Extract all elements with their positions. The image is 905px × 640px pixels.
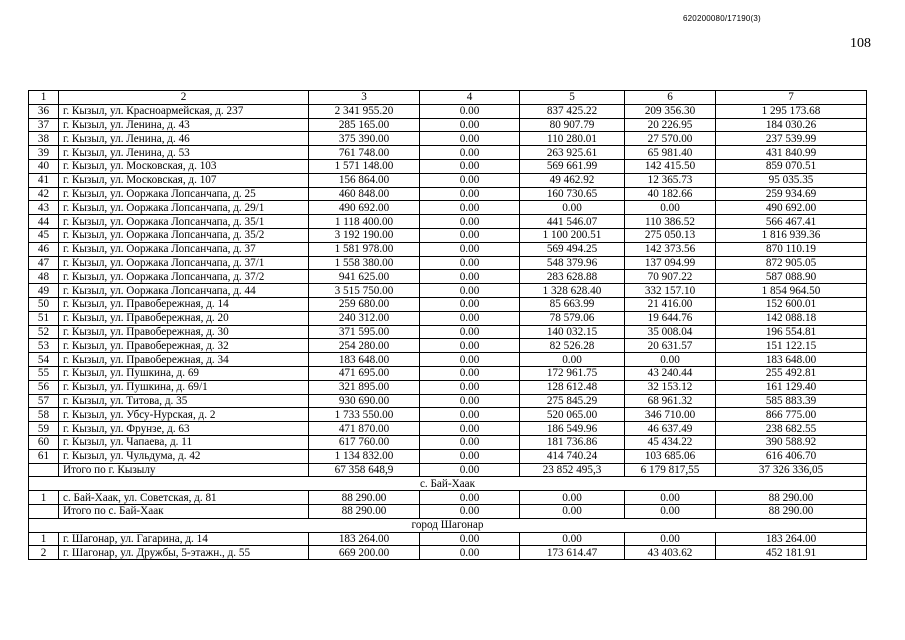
table-cell: г. Кызыл, ул. Красноармейская, д. 237 <box>59 104 309 118</box>
table-cell: 0.00 <box>420 463 520 477</box>
table-cell: 110 386.52 <box>625 215 716 229</box>
table-cell: 35 008.04 <box>625 325 716 339</box>
table-cell: г. Кызыл, ул. Ленина, д. 46 <box>59 132 309 146</box>
table-cell: 548 379.96 <box>520 256 625 270</box>
table-row <box>29 422 867 436</box>
table-cell: Итого по с. Бай-Хаак <box>59 504 309 518</box>
table-cell: 872 905.05 <box>716 256 867 270</box>
table-cell: 50 <box>29 297 59 311</box>
table-cell: 2 <box>29 546 59 560</box>
table-cell: 0.00 <box>420 504 520 518</box>
table-row <box>29 366 867 380</box>
table-cell: 0.00 <box>420 339 520 353</box>
table-cell: 566 467.41 <box>716 215 867 229</box>
header-cell: 4 <box>420 91 520 105</box>
table-cell: 140 032.15 <box>520 325 625 339</box>
table-cell: 37 326 336,05 <box>716 463 867 477</box>
table-cell: 0.00 <box>420 297 520 311</box>
table-cell: 183 264.00 <box>716 532 867 546</box>
table-cell: 46 <box>29 242 59 256</box>
table-cell: 1 581 978.00 <box>309 242 420 256</box>
table-cell: 1 295 173.68 <box>716 104 867 118</box>
table-cell: 332 157.10 <box>625 284 716 298</box>
table-row <box>29 215 867 229</box>
table-cell: 0.00 <box>520 504 625 518</box>
table-cell: 237 539.99 <box>716 132 867 146</box>
table-cell: 183 648.00 <box>716 353 867 367</box>
table-cell: 152 600.01 <box>716 297 867 311</box>
table-cell: г. Кызыл, ул. Правобережная, д. 32 <box>59 339 309 353</box>
table-cell: 88 290.00 <box>309 504 420 518</box>
table-row <box>29 104 867 118</box>
table-cell: 930 690.00 <box>309 394 420 408</box>
table-cell: 0.00 <box>420 118 520 132</box>
table-cell: 587 088.90 <box>716 270 867 284</box>
table-cell: 0.00 <box>420 242 520 256</box>
table-cell: 0.00 <box>420 325 520 339</box>
table-row <box>29 435 867 449</box>
table-cell: 0.00 <box>420 435 520 449</box>
table-cell: 617 760.00 <box>309 435 420 449</box>
table-row <box>29 353 867 367</box>
table-cell: 0.00 <box>625 491 716 505</box>
table-cell: 1 <box>29 532 59 546</box>
table-cell: 371 595.00 <box>309 325 420 339</box>
table-cell: 6 179 817,55 <box>625 463 716 477</box>
table-cell: 184 030.26 <box>716 118 867 132</box>
table-cell: 0.00 <box>420 132 520 146</box>
table-cell: 1 118 400.00 <box>309 215 420 229</box>
table-cell: 0.00 <box>420 408 520 422</box>
table-cell: 12 365.73 <box>625 173 716 187</box>
document-id: 620200080/17190(3) <box>683 14 761 23</box>
table-cell: 259 680.00 <box>309 297 420 311</box>
table-cell: г. Шагонар, ул. Дружбы, 5-этажн., д. 55 <box>59 546 309 560</box>
table-cell: 0.00 <box>420 146 520 160</box>
table-row <box>29 504 867 518</box>
table-cell: г. Кызыл, ул. Ооржака Лопсанчапа, д. 35/1 <box>59 215 309 229</box>
table-cell: 36 <box>29 104 59 118</box>
table-cell: 471 870.00 <box>309 422 420 436</box>
table-cell: г. Кызыл, ул. Ооржака Лопсанчапа, д. 37 <box>59 242 309 256</box>
table-cell: 431 840.99 <box>716 146 867 160</box>
table-cell: 0.00 <box>420 228 520 242</box>
table-cell: 1 558 380.00 <box>309 256 420 270</box>
table-row <box>29 201 867 215</box>
table-cell: 1 571 148.00 <box>309 159 420 173</box>
table-cell: 43 403.62 <box>625 546 716 560</box>
table-cell: 0.00 <box>420 173 520 187</box>
table-cell: 0.00 <box>625 201 716 215</box>
table-cell: 490 692.00 <box>309 201 420 215</box>
table-cell: 0.00 <box>420 215 520 229</box>
section-heading-row <box>29 518 867 532</box>
table-cell: 941 625.00 <box>309 270 420 284</box>
table-cell: 19 644.76 <box>625 311 716 325</box>
table-cell: 20 631.57 <box>625 339 716 353</box>
table-cell: 21 416.00 <box>625 297 716 311</box>
table-cell: 183 648.00 <box>309 353 420 367</box>
table-cell: 51 <box>29 311 59 325</box>
table-cell: 32 153.12 <box>625 380 716 394</box>
table-cell: 0.00 <box>420 284 520 298</box>
table-cell: 2 341 955.20 <box>309 104 420 118</box>
table-cell: 520 065.00 <box>520 408 625 422</box>
table-cell: г. Кызыл, ул. Ооржака Лопсанчапа, д. 29/1 <box>59 201 309 215</box>
table-cell: 0.00 <box>420 187 520 201</box>
table-cell: 181 736.86 <box>520 435 625 449</box>
table-row <box>29 256 867 270</box>
table-cell: 45 434.22 <box>625 435 716 449</box>
table-cell: 20 226.95 <box>625 118 716 132</box>
data-table <box>28 90 867 560</box>
table-cell: 209 356.30 <box>625 104 716 118</box>
table-cell: 669 200.00 <box>309 546 420 560</box>
table-cell: 43 <box>29 201 59 215</box>
table-cell: 186 549.96 <box>520 422 625 436</box>
table-cell: г. Кызыл, ул. Ооржака Лопсанчапа, д. 25 <box>59 187 309 201</box>
table-cell: 172 961.75 <box>520 366 625 380</box>
table-row <box>29 380 867 394</box>
table-cell: 68 961.32 <box>625 394 716 408</box>
table-cell: 0.00 <box>420 366 520 380</box>
table-cell: 0.00 <box>520 532 625 546</box>
table-cell: 142 088.18 <box>716 311 867 325</box>
table-cell: 3 515 750.00 <box>309 284 420 298</box>
table-cell: 1 854 964.50 <box>716 284 867 298</box>
table-cell <box>29 504 59 518</box>
table-cell: 88 290.00 <box>716 491 867 505</box>
table-cell: 65 981.40 <box>625 146 716 160</box>
table-cell: 196 554.81 <box>716 325 867 339</box>
table-cell: 49 <box>29 284 59 298</box>
table-cell: 37 <box>29 118 59 132</box>
table-cell: 254 280.00 <box>309 339 420 353</box>
table-cell: 490 692.00 <box>716 201 867 215</box>
table-cell: 88 290.00 <box>309 491 420 505</box>
table-row <box>29 491 867 505</box>
table-cell: 142 415.50 <box>625 159 716 173</box>
table-row <box>29 532 867 546</box>
table-cell: 0.00 <box>420 256 520 270</box>
table-body <box>29 104 867 559</box>
table-cell: г. Кызыл, ул. Ооржака Лопсанчапа, д. 37/2 <box>59 270 309 284</box>
table-cell: г. Кызыл, ул. Чульдума, д. 42 <box>59 449 309 463</box>
table-cell: 390 588.92 <box>716 435 867 449</box>
table-cell: 45 <box>29 228 59 242</box>
table-row <box>29 159 867 173</box>
table-cell: 39 <box>29 146 59 160</box>
table-cell: г. Кызыл, ул. Ленина, д. 53 <box>59 146 309 160</box>
table-cell: г. Кызыл, ул. Фрунзе, д. 63 <box>59 422 309 436</box>
table-cell: 183 264.00 <box>309 532 420 546</box>
table-cell: 0.00 <box>420 201 520 215</box>
table-cell: 67 358 648,9 <box>309 463 420 477</box>
table-row <box>29 173 867 187</box>
table-cell: 151 122.15 <box>716 339 867 353</box>
table-cell: 859 070.51 <box>716 159 867 173</box>
table-cell: 0.00 <box>625 504 716 518</box>
table-cell: 866 775.00 <box>716 408 867 422</box>
table-cell: 0.00 <box>420 394 520 408</box>
table-cell: г. Кызыл, ул. Правобережная, д. 30 <box>59 325 309 339</box>
table-cell: 0.00 <box>420 159 520 173</box>
table-cell: г. Кызыл, ул. Пушкина, д. 69 <box>59 366 309 380</box>
table-cell: 275 845.29 <box>520 394 625 408</box>
table-cell: г. Кызыл, ул. Убсу-Нурская, д. 2 <box>59 408 309 422</box>
table-cell: г. Кызыл, ул. Правобережная, д. 34 <box>59 353 309 367</box>
table-row <box>29 408 867 422</box>
table-cell: 44 <box>29 215 59 229</box>
table-cell: 46 637.49 <box>625 422 716 436</box>
table-row <box>29 463 867 477</box>
table-cell: 173 614.47 <box>520 546 625 560</box>
header-cell: 2 <box>59 91 309 105</box>
table-cell: 0.00 <box>520 491 625 505</box>
table-cell: 48 <box>29 270 59 284</box>
table-cell: г. Кызыл, ул. Ооржака Лопсанчапа, д. 44 <box>59 284 309 298</box>
table-cell: г. Шагонар, ул. Гагарина, д. 14 <box>59 532 309 546</box>
table-cell: 0.00 <box>420 532 520 546</box>
table-cell: 452 181.91 <box>716 546 867 560</box>
table-row <box>29 242 867 256</box>
table-cell: г. Кызыл, ул. Правобережная, д. 20 <box>59 311 309 325</box>
table-cell: 460 848.00 <box>309 187 420 201</box>
table-cell: г. Кызыл, ул. Чапаева, д. 11 <box>59 435 309 449</box>
table-row <box>29 284 867 298</box>
table-cell: 585 883.39 <box>716 394 867 408</box>
table-cell: 78 579.06 <box>520 311 625 325</box>
header-cell: 5 <box>520 91 625 105</box>
table-cell: 569 494.25 <box>520 242 625 256</box>
table-cell: 128 612.48 <box>520 380 625 394</box>
table-row <box>29 228 867 242</box>
table-cell: г. Кызыл, ул. Ооржака Лопсанчапа, д. 35/2 <box>59 228 309 242</box>
table-cell: г. Кызыл, ул. Пушкина, д. 69/1 <box>59 380 309 394</box>
table-cell: 0.00 <box>420 546 520 560</box>
table-cell: 47 <box>29 256 59 270</box>
section-heading-row <box>29 477 867 491</box>
table-row <box>29 132 867 146</box>
table-cell: г. Кызыл, ул. Ленина, д. 43 <box>59 118 309 132</box>
header-cell: 1 <box>29 91 59 105</box>
table-cell: 137 094.99 <box>625 256 716 270</box>
table-cell: 60 <box>29 435 59 449</box>
table-cell: 0.00 <box>520 201 625 215</box>
table-cell: 283 628.88 <box>520 270 625 284</box>
table-cell: г. Кызыл, ул. Правобережная, д. 14 <box>59 297 309 311</box>
section-heading: город Шагонар <box>29 518 867 532</box>
table-cell <box>29 463 59 477</box>
table-cell: 569 661.99 <box>520 159 625 173</box>
table-cell: 1 816 939.36 <box>716 228 867 242</box>
table-cell: 88 290.00 <box>716 504 867 518</box>
section-heading: с. Бай-Хаак <box>29 477 867 491</box>
table-row <box>29 311 867 325</box>
table-row <box>29 325 867 339</box>
table-cell: 41 <box>29 173 59 187</box>
table-cell: 471 695.00 <box>309 366 420 380</box>
table-cell: г. Кызыл, ул. Московская, д. 107 <box>59 173 309 187</box>
table-cell: 40 182.66 <box>625 187 716 201</box>
table-cell: 42 <box>29 187 59 201</box>
table-cell: 40 <box>29 159 59 173</box>
table-cell: 321 895.00 <box>309 380 420 394</box>
header-cell: 6 <box>625 91 716 105</box>
table-cell: 142 373.56 <box>625 242 716 256</box>
table-cell: 240 312.00 <box>309 311 420 325</box>
table-cell: 1 328 628.40 <box>520 284 625 298</box>
table-header-row <box>29 91 867 105</box>
table-cell: 85 663.99 <box>520 297 625 311</box>
table-cell: 23 852 495,3 <box>520 463 625 477</box>
table-cell: 837 425.22 <box>520 104 625 118</box>
table-row <box>29 339 867 353</box>
table-cell: 160 730.65 <box>520 187 625 201</box>
table-cell: 616 406.70 <box>716 449 867 463</box>
table-cell: 263 925.61 <box>520 146 625 160</box>
table-cell: с. Бай-Хаак, ул. Советская, д. 81 <box>59 491 309 505</box>
table-cell: 0.00 <box>625 353 716 367</box>
table-cell: 82 526.28 <box>520 339 625 353</box>
table-row <box>29 394 867 408</box>
table-cell: 375 390.00 <box>309 132 420 146</box>
table-row <box>29 546 867 560</box>
table-cell: 0.00 <box>420 104 520 118</box>
table-cell: 0.00 <box>420 353 520 367</box>
table-cell: 441 546.07 <box>520 215 625 229</box>
table-cell: 346 710.00 <box>625 408 716 422</box>
table-cell: 414 740.24 <box>520 449 625 463</box>
table-row <box>29 270 867 284</box>
table-cell: 38 <box>29 132 59 146</box>
table-cell: 0.00 <box>420 422 520 436</box>
table-cell: 95 035.35 <box>716 173 867 187</box>
table-cell: 1 100 200.51 <box>520 228 625 242</box>
table-cell: 110 280.01 <box>520 132 625 146</box>
table-cell: г. Кызыл, ул. Титова, д. 35 <box>59 394 309 408</box>
table-cell: 1 134 832.00 <box>309 449 420 463</box>
table-cell: 59 <box>29 422 59 436</box>
header-cell: 7 <box>716 91 867 105</box>
table-cell: 285 165.00 <box>309 118 420 132</box>
table-cell: 80 907.79 <box>520 118 625 132</box>
table-cell: 255 492.81 <box>716 366 867 380</box>
table-cell: г. Кызыл, ул. Московская, д. 103 <box>59 159 309 173</box>
table-cell: 54 <box>29 353 59 367</box>
table-cell: 103 685.06 <box>625 449 716 463</box>
table-cell: 0.00 <box>520 353 625 367</box>
table-cell: 0.00 <box>420 311 520 325</box>
table-cell: 70 907.22 <box>625 270 716 284</box>
table-cell: 43 240.44 <box>625 366 716 380</box>
table-cell: 52 <box>29 325 59 339</box>
table-cell: 238 682.55 <box>716 422 867 436</box>
table-cell: 57 <box>29 394 59 408</box>
table-cell: 0.00 <box>420 449 520 463</box>
table-cell: 53 <box>29 339 59 353</box>
table-row <box>29 146 867 160</box>
table-cell: 0.00 <box>420 380 520 394</box>
table-cell: 761 748.00 <box>309 146 420 160</box>
page-number: 108 <box>850 36 871 51</box>
table-cell: 1 733 550.00 <box>309 408 420 422</box>
table-cell: 3 192 190.00 <box>309 228 420 242</box>
table-cell: 58 <box>29 408 59 422</box>
table-cell: 0.00 <box>625 532 716 546</box>
table-cell: 870 110.19 <box>716 242 867 256</box>
table-cell: 27 570.00 <box>625 132 716 146</box>
table-cell: 156 864.00 <box>309 173 420 187</box>
table-cell: Итого по г. Кызылу <box>59 463 309 477</box>
table-cell: 1 <box>29 491 59 505</box>
header-cell: 3 <box>309 91 420 105</box>
table-row <box>29 449 867 463</box>
table-cell: 161 129.40 <box>716 380 867 394</box>
table-cell: 55 <box>29 366 59 380</box>
table-cell: 0.00 <box>420 270 520 284</box>
table-cell: 56 <box>29 380 59 394</box>
table-cell: 61 <box>29 449 59 463</box>
table-cell: 49 462.92 <box>520 173 625 187</box>
table-row <box>29 187 867 201</box>
table-cell: 0.00 <box>420 491 520 505</box>
table-row <box>29 297 867 311</box>
table-row <box>29 118 867 132</box>
table-cell: г. Кызыл, ул. Ооржака Лопсанчапа, д. 37/1 <box>59 256 309 270</box>
table-cell: 259 934.69 <box>716 187 867 201</box>
table-cell: 275 050.13 <box>625 228 716 242</box>
